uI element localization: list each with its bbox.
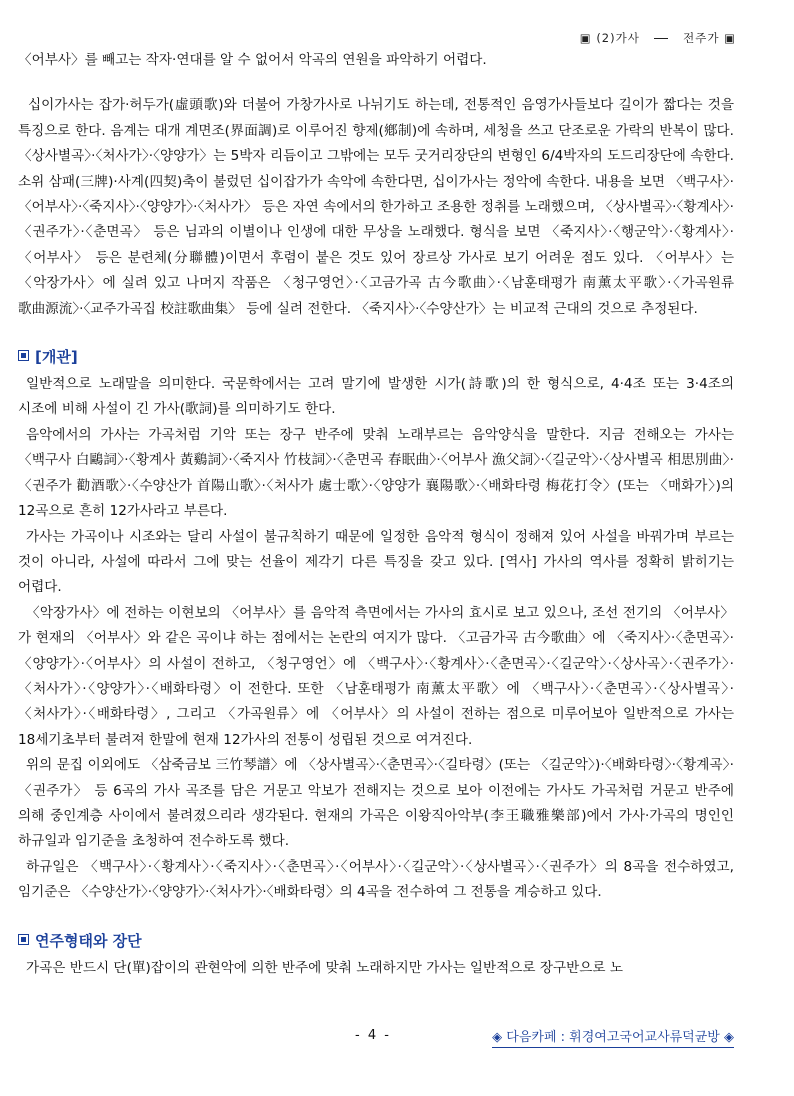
overview-paragraph-1: 일반적으로 노래말을 의미한다. 국문학에서는 고려 말기에 발생한 시가(詩歌)의 한 형식으로, 4·4조 또는 3·4조의 시조에 비해 사설이 긴 가사(歌詞)를 의미하기도 한다.: [18, 376, 734, 418]
header-title: 전주가: [683, 31, 720, 45]
intro-paragraph-1: 〈어부사〉를 빼고는 작자·연대를 알 수 없어서 악곡의 연원을 파악하기 어렵다.: [18, 52, 487, 68]
section-heading-overview: [18, 344, 734, 370]
page-body: [18, 48, 734, 981]
cafe-text: 다음카페 : 휘경여고국어교사류덕균방: [506, 1030, 720, 1045]
overview-paragraph-4: 〈악장가사〉에 전하는 이현보의 〈어부사〉를 음악적 측면에서는 가사의 효시로 보고 있으나, 조선 전기의 〈어부사〉가 현재의 〈어부사〉와 같은 곡이냐 하는 점에서는 논란의 여지가 많다. 〈고금가곡 古今歌曲〉에 〈죽지사〉·〈춘면곡〉·〈양양가〉·〈어부사〉의 사설이 전하고, 〈청구영언〉에 〈백구사〉·〈황계사〉·〈춘면곡〉·〈길군악〉·〈상사곡〉·〈권주가〉·〈처사가〉·〈양양가〉·〈배화타령〉이 전한다. 또한 〈남훈태평가 南薰太平歌〉에 〈백구사〉·〈춘면곡〉·〈상사별곡〉·〈처사가〉·〈배화타령〉, 그리고 〈가곡원류〉에 〈어부사〉의 사설이 전하는 점으로 미루어보아 일반적으로 가사는 18세기초부터 불려져 한말에 현재 12가사의 전통이 성립된 것으로 여겨진다.: [18, 604, 734, 748]
running-header: [580, 30, 736, 46]
cafe-link[interactable]: [492, 1026, 734, 1045]
square-bullet-icon: [18, 934, 29, 945]
header-left-marker: ▣: [579, 31, 592, 45]
page-number: - 4 -: [355, 1028, 391, 1043]
section-heading-text: 연주형태와 장단: [35, 931, 142, 950]
intro-paragraph-2: 십이가사는 잡가·허두가(虛頭歌)와 더불어 가창가사로 나뉘기도 하는데, 전통적인 음영가사들보다 길이가 짧다는 것을 특징으로 한다. 음계는 대개 계면조(界面調)로 이루어진 향제(鄕制)에 속하며, 세청을 쓰고 단조로운 가락의 반복이 많다. 〈상사별곡〉·〈처사가〉·〈양양가〉는 5박자 리듬이고 그밖에는 모두 굿거리장단의 변형인 6/4박자의 도드리장단에 속한다. 소위 삼패(三牌)·사계(四契)축이 불렀던 십이잡가가 속악에 속한다면, 십이가사는 정악에 속한다. 내용을 보면 〈백구사〉·〈어부사〉·〈죽지사〉·〈양양가〉·〈처사가〉 등은 자연 속에서의 한가하고 조용한 정취를 노래했으며, 〈상사별곡〉·〈황계사〉·〈권주가〉·〈춘면곡〉 등은 님과의 이별이나 인생에 대한 무상을 노래했다. 형식을 보면 〈죽지사〉·〈행군악〉·〈황계사〉·〈어부사〉 등은 분련체(分聯體)이면서 후렴이 붙은 것도 있어 장르상 가사로 보기 어려운 점도 있다. 〈어부사〉는 〈악장가사〉에 실려 있고 나머지 작품은 〈청구영언〉·〈고금가곡 古今歌曲〉·〈남훈태평가 南薰太平歌〉·〈가곡원류 歌曲源流〉·〈교주가곡집 校註歌曲集〉 등에 실려 전한다. 〈죽지사〉·〈수양산가〉는 비교적 근대의 것으로 추정된다.: [18, 97, 734, 317]
overview-paragraph-5: 위의 문집 이외에도 〈삼죽금보 三竹琴譜〉에 〈상사별곡〉·〈춘면곡〉·〈길타령〉(또는 〈길군악〉)·〈배화타령〉·〈황계곡〉·〈권주가〉 등 6곡의 가사 곡조를 담은 거문고 악보가 전해지는 것으로 보아 이전에는 가사도 가곡처럼 거문고 반주에 의해 중인계층 사이에서 불려졌으리라 생각된다. 현재의 가곡은 이왕직아악부(李王職雅樂部)에서 가사·가곡의 명인인 하규일과 임기준을 초청하여 전수하도록 했다.: [18, 757, 734, 850]
overview-paragraph-3: 가사는 가곡이나 시조와는 달리 사설이 불규칙하기 때문에 일정한 음악적 형식이 정해져 있어 사설을 바꿔가며 부르는 것이 아니라, 사설에 따라서 그에 맞는 선율이 제각기 다른 특징을 갖고 있다. [역사] 가사의 역사를 정확히 밝히기는 어렵다.: [18, 528, 734, 596]
diamond-icon: ◈: [724, 1030, 734, 1045]
section-heading-performance: [18, 928, 734, 954]
header-right-marker: ▣: [724, 31, 736, 45]
overview-paragraph-2: 음악에서의 가사는 가곡처럼 기악 또는 장구 반주에 맞춰 노래부르는 음악양식을 말한다. 지금 전해오는 가사는 〈백구사 白鷗詞〉·〈황계사 黃鷄詞〉·〈죽지사 竹枝詞〉·〈춘면곡 春眠曲〉·〈어부사 漁父詞〉·〈길군악〉·〈상사별곡 相思別曲〉·〈권주가 勸酒歌〉·〈수양산가 首陽山歌〉·〈처사가 處士歌〉·〈양양가 襄陽歌〉·〈배화타령 梅花打令〉(또는 〈매화가〉)의 12곡으로 흔히 12가사라고 부른다.: [18, 426, 734, 520]
cafe-underline: [492, 1047, 734, 1048]
square-bullet-icon: [18, 350, 29, 361]
section-heading-text: [개관]: [35, 348, 78, 367]
performance-paragraph-1: 가곡은 반드시 단(單)잡이의 관현악에 의한 반주에 맞춰 노래하지만 가사는 일반적으로 장구반으로 노: [26, 959, 623, 976]
overview-paragraph-6: 하규일은 〈백구사〉·〈황계사〉·〈죽지사〉·〈춘면곡〉·〈어부사〉·〈길군악〉·〈상사별곡〉·〈권주가〉의 8곡을 전수하였고, 임기준은 〈수양산가〉·〈양양가〉·〈처사가〉·〈배화타령〉의 4곡을 전수하여 그 전통을 계승하고 있다.: [18, 858, 734, 901]
diamond-icon: ◈: [492, 1030, 503, 1045]
header-dash: [654, 38, 668, 39]
header-section: (2)가사: [596, 31, 640, 45]
